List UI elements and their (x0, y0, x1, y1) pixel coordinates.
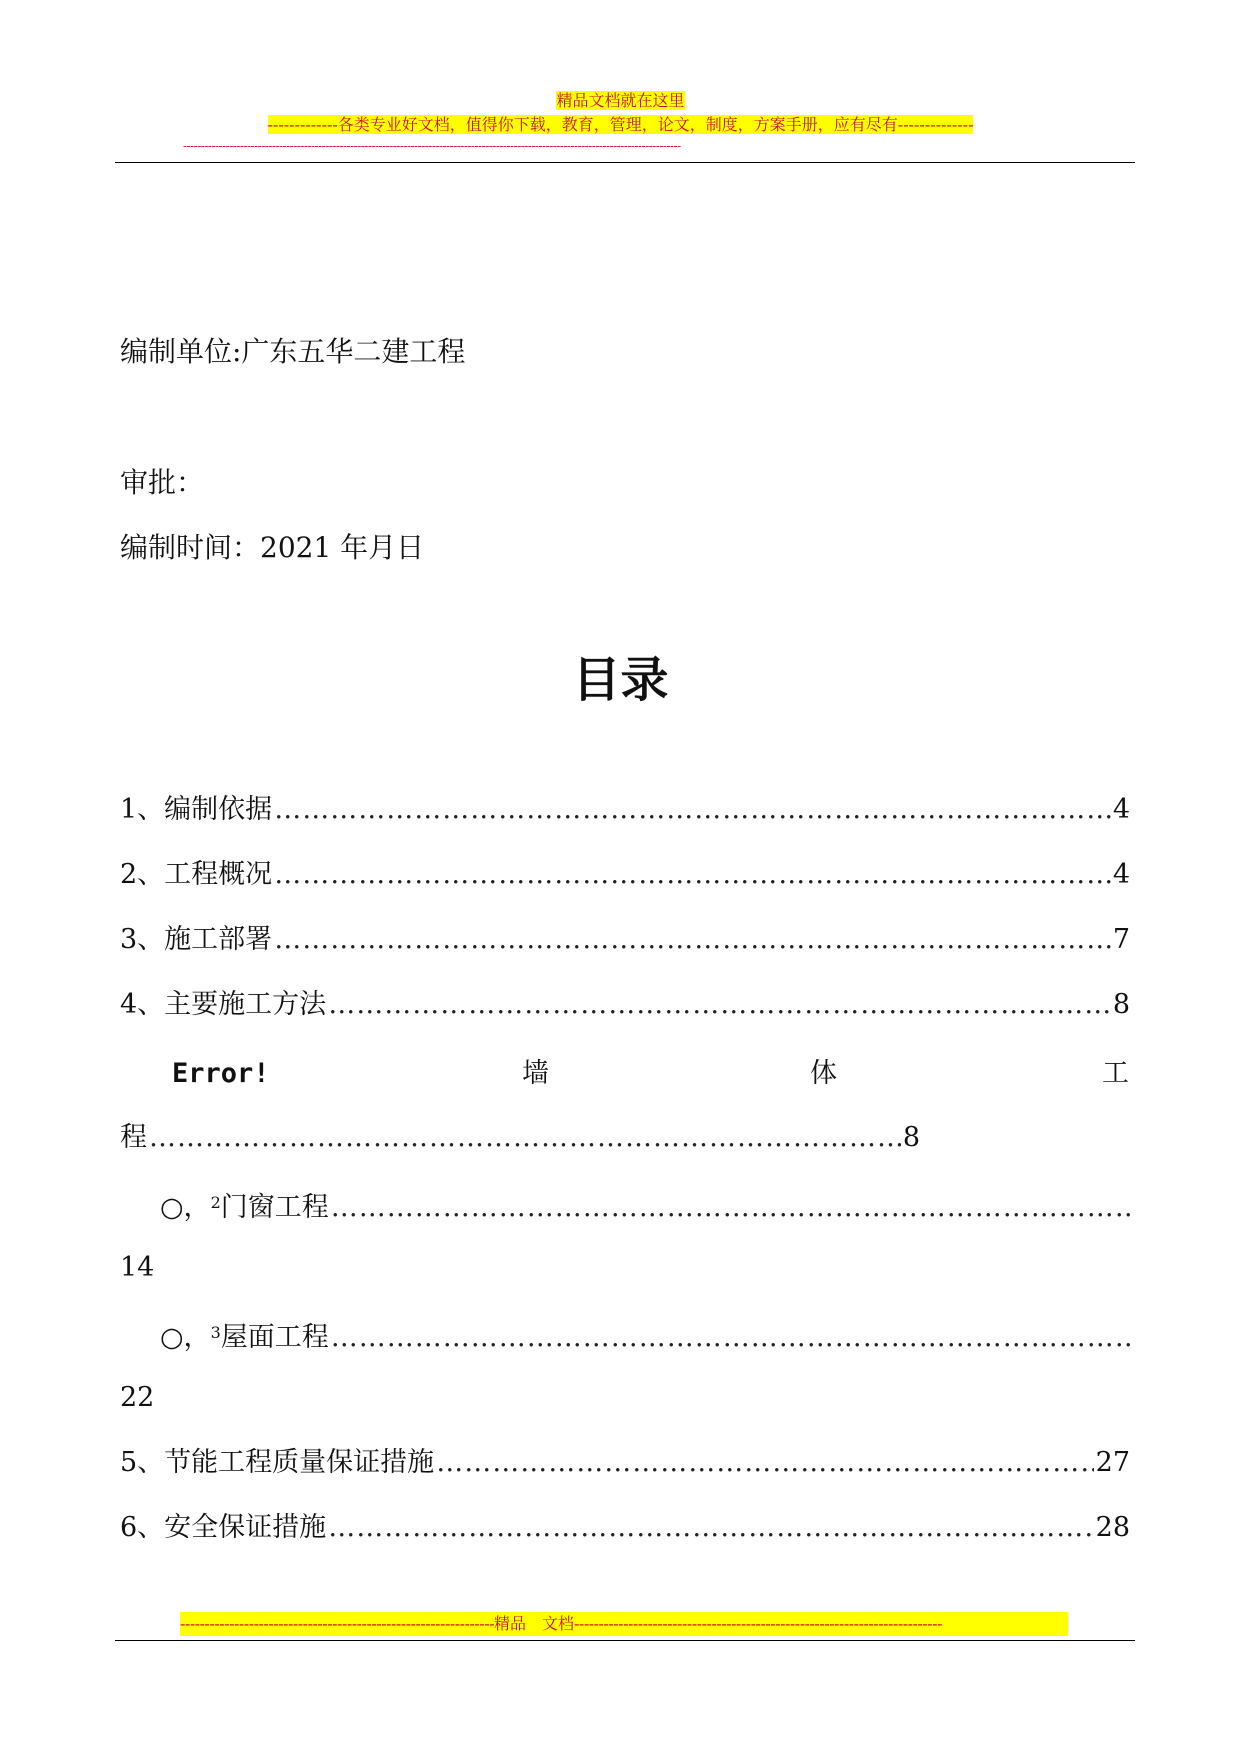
toc-item-label: 2、工程概况 (120, 859, 273, 890)
toc-subitem-label (160, 1313, 329, 1358)
wall-char-1: 墙 (522, 1058, 549, 1089)
toc-item-page: 7 (1112, 924, 1130, 955)
toc-subitem[interactable] (160, 1313, 1130, 1353)
header-title: 精品文档就在这里 (556, 91, 685, 110)
toc-item[interactable] (120, 790, 1130, 830)
leader-dots (331, 1188, 1130, 1228)
leader-dots (274, 920, 1111, 960)
header-line-2 (0, 114, 1241, 136)
wall-char-3: 工 (1102, 1058, 1129, 1089)
toc-subitem-label (160, 1183, 329, 1228)
leader-dots (328, 1508, 1093, 1548)
toc-wall-row[interactable] (120, 1054, 1130, 1094)
footer-divider (115, 1640, 1135, 1641)
approval-line: 审批： (120, 466, 205, 499)
toc-item-label: 4、主要施工方法 (120, 989, 327, 1020)
leader-dots (274, 790, 1111, 830)
footer-text: 精品 文档 (494, 1614, 575, 1633)
header-line-1 (0, 90, 1241, 112)
toc-subitem[interactable] (160, 1183, 1130, 1223)
subitem-number: 2 (210, 1193, 221, 1212)
wall-char-2: 体 (810, 1058, 837, 1089)
toc-item[interactable] (120, 1508, 1130, 1548)
header-dash-line: -------------------------------------------------------------------------------------------------------------------------------------------- (183, 139, 681, 153)
toc-title: 目录 (572, 652, 669, 708)
circle-mark: ○， (160, 1192, 211, 1223)
toc-subitem-page: 22 (120, 1382, 155, 1413)
header-divider (115, 162, 1135, 163)
footer-dashes-right: --------------------------------------------------------------------------- (574, 1614, 942, 1633)
toc-item-page: 4 (1112, 794, 1130, 825)
toc-item-label: 6、安全保证措施 (120, 1512, 327, 1543)
subitem-title: 门窗工程 (220, 1192, 329, 1223)
footer-dashes-left: ---------------------------------------------------------------- (180, 1614, 494, 1633)
toc-item[interactable] (120, 1443, 1130, 1483)
toc-item[interactable] (120, 855, 1130, 895)
toc-item-label: 5、节能工程质量保证措施 (120, 1447, 435, 1478)
error-text: Error! (172, 1058, 270, 1089)
toc-item-page: 27 (1095, 1447, 1130, 1478)
toc-subitem-page: 14 (120, 1252, 155, 1283)
toc-item-label: 程 (120, 1122, 147, 1153)
toc-item-continued[interactable] (120, 1118, 920, 1158)
toc-item-label: 1、编制依据 (120, 794, 273, 825)
leader-dots (274, 855, 1111, 895)
compile-unit: 编制单位:广东五华二建工程 (120, 335, 466, 368)
toc-item[interactable] (120, 920, 1130, 960)
leader-dots (331, 1318, 1130, 1358)
leader-dots (149, 1118, 901, 1158)
header-slogan: -------------各类专业好文档，值得你下载，教育，管理，论文，制度，方案手册，应有尽有-------------- (267, 115, 974, 134)
subitem-title: 屋面工程 (220, 1322, 329, 1353)
toc-item[interactable] (120, 985, 1130, 1025)
toc-item-page: 4 (1112, 859, 1130, 890)
toc-item-page: 8 (902, 1122, 920, 1153)
subitem-number: 3 (210, 1323, 221, 1342)
leader-dots (328, 985, 1111, 1025)
circle-mark: ○， (160, 1322, 211, 1353)
footer-banner (180, 1612, 1068, 1636)
compile-date: 编制时间：2021 年月日 (120, 531, 425, 564)
toc-item-label: 3、施工部署 (120, 924, 273, 955)
leader-dots (436, 1443, 1093, 1483)
toc-item-page: 28 (1095, 1512, 1130, 1543)
toc-item-page: 8 (1112, 989, 1130, 1020)
